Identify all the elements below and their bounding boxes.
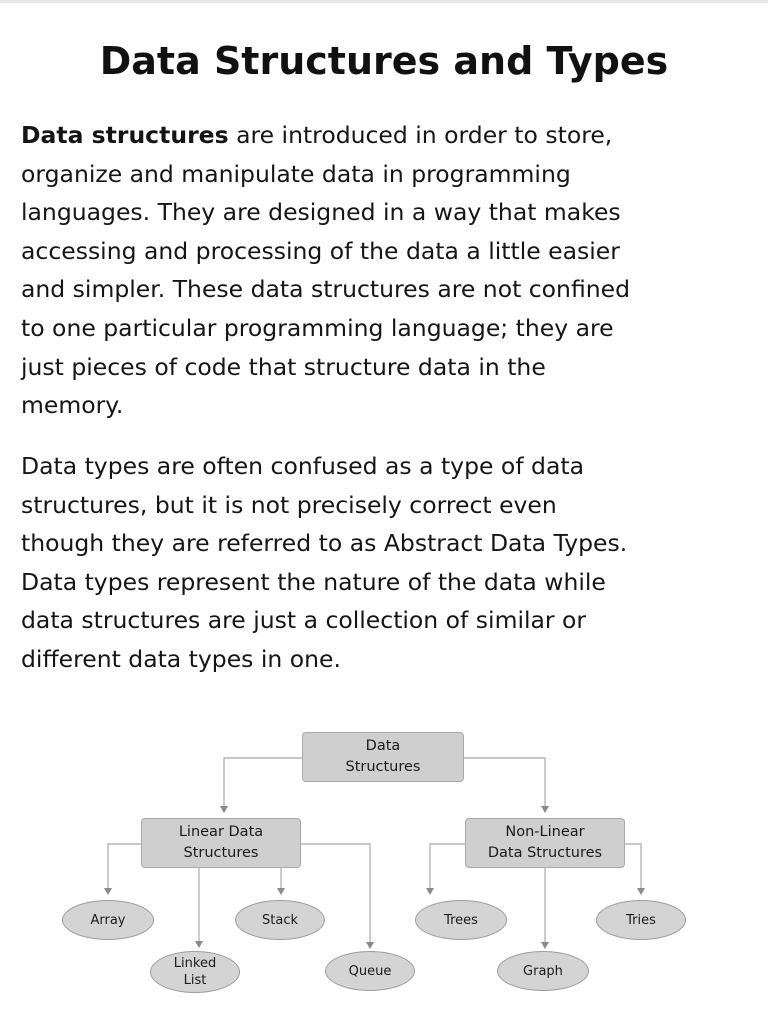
paragraph-line: Data types are often confused as a type of data (21, 452, 584, 480)
node-linked-list: Linked List (150, 951, 240, 993)
node-linear-data-structures: Linear Data Structures (141, 818, 301, 868)
top-divider (0, 0, 768, 3)
page-title: Data Structures and Types (99, 39, 669, 83)
data-structures-diagram (0, 720, 768, 1020)
paragraph-data-structures (21, 116, 751, 425)
node-data-structures: Data Structures (302, 732, 464, 782)
node-tries: Tries (596, 900, 686, 940)
paragraph-line (21, 116, 751, 155)
connector-root-linear (224, 758, 302, 806)
paragraph-line: languages. They are designed in a way that makes (21, 198, 621, 227)
bold-term: Data structures (21, 121, 229, 149)
arrowhead-icon (195, 941, 203, 948)
arrowhead-icon (104, 888, 112, 895)
paragraph-line: different data types in one. (21, 644, 341, 673)
node-non-linear-data-structures: Non-Linear Data Structures (465, 818, 625, 868)
connector-root-nonlinear (464, 758, 545, 806)
node-trees: Trees (415, 900, 507, 940)
connector-nonlinear-trees (430, 844, 465, 888)
paragraph-line: data structures are just a collection of similar or (21, 606, 587, 635)
arrowhead-icon (637, 888, 645, 895)
arrowhead-icon (366, 942, 374, 949)
node-queue: Queue (325, 951, 415, 991)
paragraph-line: and simpler. These data structures are not confined (21, 275, 631, 304)
arrowhead-icon (541, 942, 549, 949)
paragraph-line: just pieces of code that structure data in the (21, 352, 546, 381)
paragraph-line: structures, but it is not precisely correct even (21, 490, 557, 519)
arrowhead-icon (220, 806, 228, 813)
paragraph-line: organize and manipulate data in programming (21, 159, 571, 188)
arrowhead-icon (426, 888, 434, 895)
node-array: Array (62, 900, 154, 940)
node-graph: Graph (497, 951, 589, 991)
arrowhead-icon (277, 888, 285, 895)
line-text: are introduced in order to store, (228, 121, 613, 149)
paragraph-line: to one particular programming language; they are (21, 313, 614, 342)
paragraph-line: accessing and processing of the data a little easier (21, 236, 620, 265)
paragraph-line: though they are referred to as Abstract Data Types. (21, 529, 628, 558)
paragraph-line: memory. (21, 391, 124, 420)
paragraph-line: Data types represent the nature of the data while (21, 567, 606, 596)
node-stack: Stack (235, 900, 325, 940)
arrowhead-icon (541, 806, 549, 813)
paragraph-data-types (21, 447, 751, 679)
connector-linear-array (108, 844, 141, 888)
connector-nonlinear-tries (625, 844, 641, 888)
